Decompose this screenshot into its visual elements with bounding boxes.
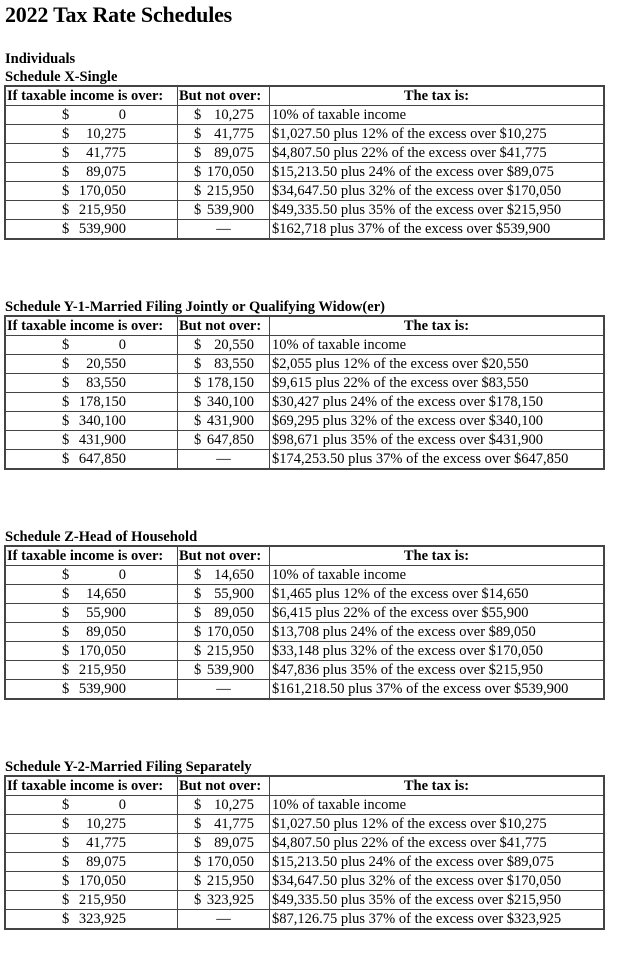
- dollar-sign: $: [62, 107, 70, 123]
- income-not-over-cell: [178, 374, 270, 393]
- income-over-value: 323,925: [78, 911, 126, 927]
- tax-formula-cell: $49,335.50 plus 35% of the excess over $215,950: [270, 891, 604, 910]
- table-row: [6, 450, 604, 469]
- income-not-over-value: 89,050: [214, 605, 254, 621]
- income-over-cell: [6, 642, 178, 661]
- column-header-over: If taxable income is over:: [6, 547, 178, 566]
- income-not-over-cell: [178, 201, 270, 220]
- table-row: [6, 125, 604, 144]
- tax-formula-cell: $2,055 plus 12% of the excess over $20,550: [270, 355, 604, 374]
- dollar-sign: $: [194, 797, 202, 813]
- dollar-sign: $: [62, 221, 70, 237]
- table-row: [6, 853, 604, 872]
- income-not-over-cell: [178, 355, 270, 374]
- tax-formula-cell: $49,335.50 plus 35% of the excess over $215,950: [270, 201, 604, 220]
- dollar-sign: $: [62, 567, 70, 583]
- tax-formula-cell: $13,708 plus 24% of the excess over $89,050: [270, 623, 604, 642]
- income-not-over-cell: [178, 872, 270, 891]
- dollar-sign: $: [194, 586, 202, 602]
- dollar-sign: $: [62, 586, 70, 602]
- income-not-over-cell: [178, 144, 270, 163]
- tax-formula-cell: $4,807.50 plus 22% of the excess over $41,775: [270, 834, 604, 853]
- tax-formula-cell: $6,415 plus 22% of the excess over $55,900: [270, 604, 604, 623]
- column-header-tax: The tax is:: [270, 87, 604, 106]
- income-not-over-value: 41,775: [214, 126, 254, 142]
- dollar-sign: $: [194, 183, 202, 199]
- dollar-sign: $: [194, 107, 202, 123]
- dollar-sign: $: [62, 375, 70, 391]
- table-row: [6, 106, 604, 125]
- income-not-over-cell: —: [178, 220, 270, 239]
- income-over-value: 215,950: [78, 662, 126, 678]
- dollar-sign: $: [194, 394, 202, 410]
- income-not-over-cell: [178, 815, 270, 834]
- income-not-over-value: 647,850: [206, 432, 254, 448]
- income-not-over-cell: [178, 125, 270, 144]
- dollar-sign: $: [62, 681, 70, 697]
- income-not-over-value: 10,275: [214, 797, 254, 813]
- income-not-over-cell: [178, 661, 270, 680]
- tax-formula-cell: $174,253.50 plus 37% of the excess over $647,850: [270, 450, 604, 469]
- income-not-over-cell: [178, 834, 270, 853]
- income-not-over-cell: [178, 412, 270, 431]
- tax-rate-table: [5, 776, 604, 929]
- column-header-tax: The tax is:: [270, 317, 604, 336]
- income-over-value: 20,550: [86, 356, 126, 372]
- tax-formula-cell: $1,465 plus 12% of the excess over $14,650: [270, 585, 604, 604]
- income-over-value: 55,900: [86, 605, 126, 621]
- income-not-over-value: 10,275: [214, 107, 254, 123]
- dollar-sign: $: [194, 816, 202, 832]
- table-row: [6, 393, 604, 412]
- income-not-over-cell: [178, 336, 270, 355]
- income-over-cell: [6, 106, 178, 125]
- dollar-sign: $: [194, 375, 202, 391]
- dollar-sign: $: [62, 816, 70, 832]
- column-header-over: If taxable income is over:: [6, 777, 178, 796]
- income-not-over-value: 55,900: [214, 586, 254, 602]
- income-not-over-value: 89,075: [214, 145, 254, 161]
- schedule-section: [5, 758, 604, 929]
- dollar-sign: $: [62, 835, 70, 851]
- tax-formula-cell: $9,615 plus 22% of the excess over $83,550: [270, 374, 604, 393]
- income-not-over-value: 431,900: [206, 413, 254, 429]
- table-row: [6, 642, 604, 661]
- income-not-over-value: 215,950: [206, 643, 254, 659]
- income-over-cell: [6, 680, 178, 699]
- tax-rate-table: [5, 316, 604, 469]
- income-over-cell: [6, 220, 178, 239]
- column-header-over: If taxable income is over:: [6, 87, 178, 106]
- table-row: [6, 201, 604, 220]
- tax-rate-table: [5, 86, 604, 239]
- dollar-sign: $: [62, 854, 70, 870]
- table-row: [6, 872, 604, 891]
- income-over-value: 215,950: [78, 892, 126, 908]
- column-header-not-over: But not over:: [178, 317, 270, 336]
- dollar-sign: $: [62, 126, 70, 142]
- table-row: [6, 220, 604, 239]
- income-over-cell: [6, 604, 178, 623]
- table-row: [6, 585, 604, 604]
- income-over-cell: [6, 374, 178, 393]
- income-over-cell: [6, 623, 178, 642]
- tax-formula-cell: $98,671 plus 35% of the excess over $431,900: [270, 431, 604, 450]
- table-header-row: [6, 317, 604, 336]
- dollar-sign: $: [194, 662, 202, 678]
- income-not-over-value: 41,775: [214, 816, 254, 832]
- dollar-sign: $: [194, 202, 202, 218]
- dollar-sign: $: [62, 432, 70, 448]
- dollar-sign: $: [62, 394, 70, 410]
- income-not-over-cell: [178, 431, 270, 450]
- income-over-cell: [6, 796, 178, 815]
- table-row: [6, 796, 604, 815]
- dollar-sign: $: [194, 145, 202, 161]
- table-row: [6, 163, 604, 182]
- income-over-value: 83,550: [86, 375, 126, 391]
- tax-formula-cell: $34,647.50 plus 32% of the excess over $170,050: [270, 182, 604, 201]
- income-not-over-value: 215,950: [206, 873, 254, 889]
- income-over-cell: [6, 393, 178, 412]
- income-not-over-value: 178,150: [206, 375, 254, 391]
- dollar-sign: $: [194, 835, 202, 851]
- tax-formula-cell: $69,295 plus 32% of the excess over $340,100: [270, 412, 604, 431]
- income-over-cell: [6, 661, 178, 680]
- income-over-value: 0: [118, 567, 126, 583]
- income-not-over-cell: [178, 853, 270, 872]
- dollar-sign: $: [194, 432, 202, 448]
- income-not-over-value: 323,925: [206, 892, 254, 908]
- table-row: [6, 680, 604, 699]
- income-over-cell: [6, 163, 178, 182]
- dollar-sign: $: [62, 662, 70, 678]
- table-row: [6, 815, 604, 834]
- table-row: [6, 566, 604, 585]
- schedule-name: Schedule Z-Head of Household: [5, 529, 198, 545]
- table-row: [6, 910, 604, 929]
- income-not-over-cell: [178, 393, 270, 412]
- schedule-section: [5, 50, 604, 239]
- income-over-cell: [6, 872, 178, 891]
- tax-formula-cell: 10% of taxable income: [270, 106, 604, 125]
- income-not-over-value: 539,900: [206, 202, 254, 218]
- income-over-value: 647,850: [78, 451, 126, 467]
- table-row: [6, 623, 604, 642]
- column-header-not-over: But not over:: [178, 87, 270, 106]
- income-over-cell: [6, 853, 178, 872]
- income-over-value: 170,050: [78, 183, 126, 199]
- income-not-over-cell: [178, 623, 270, 642]
- income-over-cell: [6, 834, 178, 853]
- tax-formula-cell: $162,718 plus 37% of the excess over $539,900: [270, 220, 604, 239]
- tax-formula-cell: 10% of taxable income: [270, 566, 604, 585]
- dollar-sign: $: [62, 643, 70, 659]
- income-over-value: 178,150: [78, 394, 126, 410]
- schedule-name: Schedule Y-2-Married Filing Separately: [5, 759, 252, 775]
- table-row: [6, 412, 604, 431]
- income-over-cell: [6, 910, 178, 929]
- dollar-sign: $: [62, 183, 70, 199]
- dollar-sign: $: [194, 356, 202, 372]
- dollar-sign: $: [62, 911, 70, 927]
- income-over-value: 10,275: [86, 126, 126, 142]
- dollar-sign: $: [62, 164, 70, 180]
- tax-formula-cell: 10% of taxable income: [270, 796, 604, 815]
- tax-formula-cell: $30,427 plus 24% of the excess over $178,150: [270, 393, 604, 412]
- table-row: [6, 891, 604, 910]
- dollar-sign: $: [194, 164, 202, 180]
- table-row: [6, 834, 604, 853]
- dollar-sign: $: [62, 337, 70, 353]
- schedule-section: [5, 528, 604, 699]
- schedule-group-label: Individuals: [5, 51, 76, 67]
- table-row: [6, 604, 604, 623]
- income-over-cell: [6, 336, 178, 355]
- income-not-over-value: 170,050: [206, 624, 254, 640]
- income-over-value: 215,950: [78, 202, 126, 218]
- income-over-value: 0: [118, 797, 126, 813]
- column-header-not-over: But not over:: [178, 777, 270, 796]
- column-header-over: If taxable income is over:: [6, 317, 178, 336]
- tax-formula-cell: $4,807.50 plus 22% of the excess over $41,775: [270, 144, 604, 163]
- tax-formula-cell: $15,213.50 plus 24% of the excess over $89,075: [270, 853, 604, 872]
- income-over-value: 539,900: [78, 681, 126, 697]
- income-not-over-value: 539,900: [206, 662, 254, 678]
- tax-formula-cell: $15,213.50 plus 24% of the excess over $89,075: [270, 163, 604, 182]
- income-over-cell: [6, 355, 178, 374]
- income-not-over-value: 170,050: [206, 854, 254, 870]
- dollar-sign: $: [194, 873, 202, 889]
- dollar-sign: $: [194, 854, 202, 870]
- table-row: [6, 431, 604, 450]
- income-over-value: 340,100: [78, 413, 126, 429]
- income-not-over-value: 14,650: [214, 567, 254, 583]
- tax-formula-cell: $1,027.50 plus 12% of the excess over $10,275: [270, 125, 604, 144]
- income-over-value: 41,775: [86, 835, 126, 851]
- tax-formula-cell: $34,647.50 plus 32% of the excess over $170,050: [270, 872, 604, 891]
- income-not-over-cell: —: [178, 910, 270, 929]
- income-over-cell: [6, 891, 178, 910]
- income-not-over-value: 83,550: [214, 356, 254, 372]
- dollar-sign: $: [62, 873, 70, 889]
- table-row: [6, 144, 604, 163]
- tax-formula-cell: 10% of taxable income: [270, 336, 604, 355]
- income-not-over-cell: [178, 585, 270, 604]
- tax-formula-cell: $47,836 plus 35% of the excess over $215,950: [270, 661, 604, 680]
- income-over-value: 170,050: [78, 873, 126, 889]
- table-row: [6, 374, 604, 393]
- dollar-sign: $: [194, 605, 202, 621]
- tax-formula-cell: $87,126.75 plus 37% of the excess over $323,925: [270, 910, 604, 929]
- tax-formula-cell: $33,148 plus 32% of the excess over $170,050: [270, 642, 604, 661]
- income-not-over-cell: [178, 566, 270, 585]
- page-title: 2022 Tax Rate Schedules: [5, 2, 233, 27]
- income-not-over-cell: [178, 163, 270, 182]
- dollar-sign: $: [62, 413, 70, 429]
- income-over-cell: [6, 431, 178, 450]
- dollar-sign: $: [62, 451, 70, 467]
- tax-formula-cell: $1,027.50 plus 12% of the excess over $10,275: [270, 815, 604, 834]
- income-over-value: 41,775: [86, 145, 126, 161]
- schedule-name: Schedule X-Single: [5, 69, 118, 85]
- schedule-section: [5, 298, 604, 469]
- table-row: [6, 661, 604, 680]
- income-not-over-value: 340,100: [206, 394, 254, 410]
- income-not-over-cell: [178, 796, 270, 815]
- tax-formula-cell: $161,218.50 plus 37% of the excess over $539,900: [270, 680, 604, 699]
- income-not-over-cell: —: [178, 680, 270, 699]
- income-not-over-cell: [178, 604, 270, 623]
- dollar-sign: $: [62, 624, 70, 640]
- table-row: [6, 336, 604, 355]
- dollar-sign: $: [62, 892, 70, 908]
- dollar-sign: $: [62, 356, 70, 372]
- table-header-row: [6, 777, 604, 796]
- income-over-value: 170,050: [78, 643, 126, 659]
- income-over-cell: [6, 585, 178, 604]
- income-over-value: 0: [118, 337, 126, 353]
- income-over-cell: [6, 412, 178, 431]
- income-over-value: 539,900: [78, 221, 126, 237]
- dollar-sign: $: [62, 145, 70, 161]
- dollar-sign: $: [62, 797, 70, 813]
- dollar-sign: $: [194, 892, 202, 908]
- income-over-cell: [6, 201, 178, 220]
- dollar-sign: $: [62, 202, 70, 218]
- column-header-tax: The tax is:: [270, 547, 604, 566]
- table-row: [6, 355, 604, 374]
- dollar-sign: $: [194, 567, 202, 583]
- schedule-name: Schedule Y-1-Married Filing Jointly or Qualifying Widow(er): [5, 299, 385, 315]
- table-header-row: [6, 87, 604, 106]
- dollar-sign: $: [194, 624, 202, 640]
- table-row: [6, 182, 604, 201]
- income-over-cell: [6, 144, 178, 163]
- column-header-tax: The tax is:: [270, 777, 604, 796]
- income-over-value: 431,900: [78, 432, 126, 448]
- income-not-over-cell: [178, 891, 270, 910]
- income-over-value: 89,075: [86, 164, 126, 180]
- income-over-cell: [6, 182, 178, 201]
- income-not-over-cell: [178, 106, 270, 125]
- column-header-not-over: But not over:: [178, 547, 270, 566]
- income-over-value: 89,050: [86, 624, 126, 640]
- income-over-value: 14,650: [86, 586, 126, 602]
- dollar-sign: $: [194, 337, 202, 353]
- income-over-value: 0: [118, 107, 126, 123]
- income-over-value: 10,275: [86, 816, 126, 832]
- tax-rate-table: [5, 546, 604, 699]
- income-not-over-cell: —: [178, 450, 270, 469]
- dollar-sign: $: [194, 126, 202, 142]
- income-over-value: 89,075: [86, 854, 126, 870]
- income-not-over-value: 170,050: [206, 164, 254, 180]
- income-not-over-cell: [178, 642, 270, 661]
- dollar-sign: $: [194, 413, 202, 429]
- dollar-sign: $: [62, 605, 70, 621]
- income-over-cell: [6, 566, 178, 585]
- income-not-over-value: 20,550: [214, 337, 254, 353]
- income-not-over-value: 215,950: [206, 183, 254, 199]
- income-over-cell: [6, 815, 178, 834]
- dollar-sign: $: [194, 643, 202, 659]
- income-over-cell: [6, 450, 178, 469]
- income-not-over-value: 89,075: [214, 835, 254, 851]
- table-header-row: [6, 547, 604, 566]
- income-not-over-cell: [178, 182, 270, 201]
- income-over-cell: [6, 125, 178, 144]
